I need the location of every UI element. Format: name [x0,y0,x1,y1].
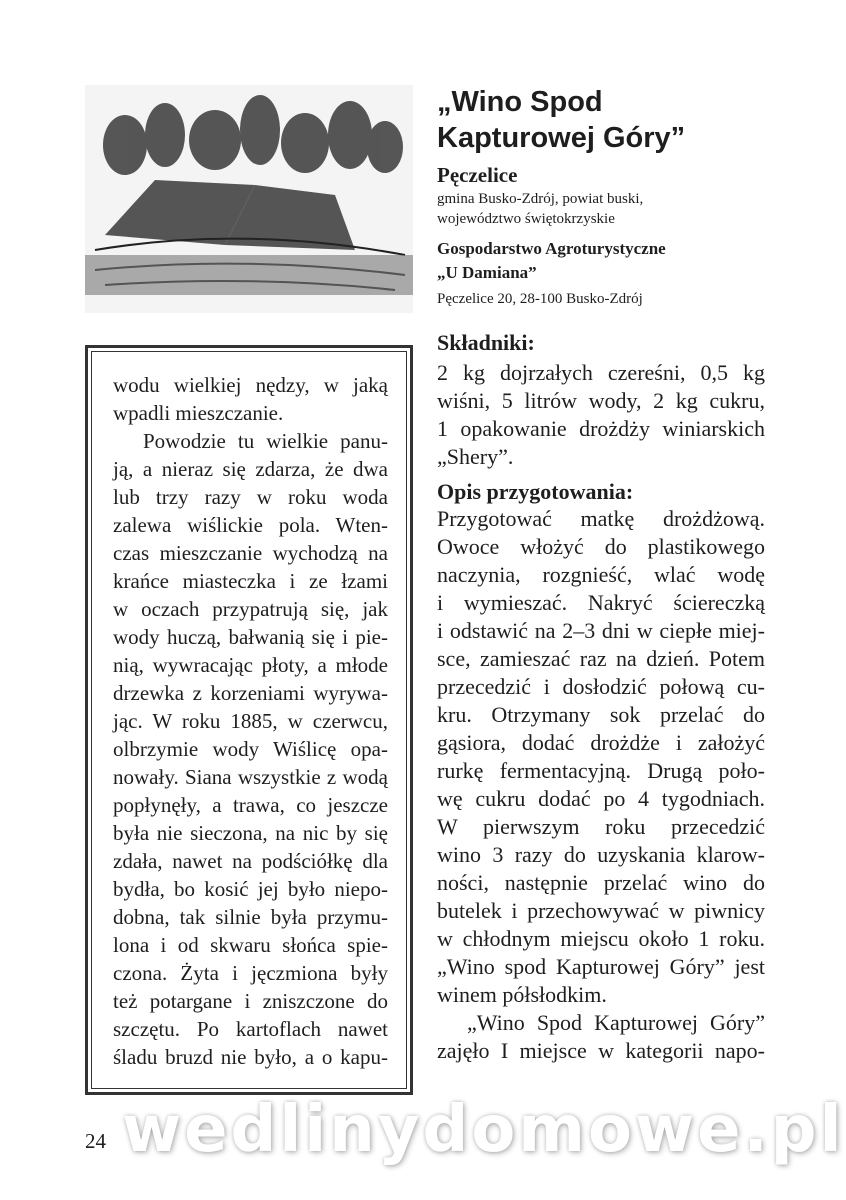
ingredients-heading: Składniki: [437,330,535,355]
text-line: też potargane i zniszczone do [113,989,388,1013]
region-line: województwo świętokrzyskie [437,211,615,227]
recipe-title [437,84,765,156]
text-line: była nie sieczona, na nic by się [113,821,388,845]
text-line: „Shery”. [437,444,514,469]
text-line: przecedzić i dosłodzić połową cu- [437,674,765,699]
ingredients-text [437,359,765,471]
region-line: gmina Busko-Zdrój, powiat buski, [437,191,644,207]
recipe-header [437,84,765,309]
text-line: kru. Otrzymany sok przelać do [437,702,765,727]
address: Pęczelice 20, 28-100 Busko-Zdrój [437,291,643,307]
text-line: zalewa wiślickie pola. Wten- [113,513,388,537]
text-line: wiśni, 5 litrów wody, 2 kg cukru, [437,388,765,413]
text-line: rurkę fermentacyjną. Drugą poło- [437,758,765,783]
page-number: 24 [85,1129,106,1153]
text-line: drzewka z korzeniami wyrywa- [113,681,388,705]
text-line: czona. Żyta i jęczmiona były [113,961,388,985]
text-line: czas mieszczanie wychodzą na [113,541,388,565]
text-line: Powodzie tu wielkie panu- [143,429,388,453]
text-line: i wymieszać. Nakryć ściereczką [437,590,765,615]
farm-line: „U Damiana” [437,263,537,282]
text-line: w oczach przypatrują się, jak [113,597,388,621]
text-line: wino 3 razy do uzyskania klarow- [437,842,765,867]
text-line: bydła, bo kosić jej było niepo- [113,877,388,901]
text-line: wodu wielkiej nędzy, w jaką [113,373,388,397]
text-line: wody huczą, bałwanią się i pie- [113,625,388,649]
text-line: ją, a nieraz się zdarza, że dwa [113,457,388,481]
text-line: dobna, tak silnie była przymu- [113,905,388,929]
text-line: gąsiora, dodać drożdże i założyć [437,730,765,755]
method-text [437,505,765,1065]
text-line: w chłodnym miejscu około 1 roku. [437,926,765,951]
text-line: butelek i przechowywać w piwnicy [437,898,765,923]
story-text [113,371,388,1071]
text-line: Owoce włożyć do plastikowego [437,534,765,559]
text-line: lona i od skwaru słońca spie- [113,933,388,957]
text-line: naczynia, rozgnieść, wlać wodę [437,562,765,587]
text-line: „Wino Spod Kapturowej Góry” [467,1010,765,1035]
watermark: wedlinydomowe.pl [122,1093,845,1167]
text-line: olbrzymie wody Wiślicę opa- [113,737,388,761]
village-sketch-illustration [85,85,413,313]
text-line: winem półsłodkim. [437,982,607,1007]
farm-line: Gospodarstwo Agroturystyczne [437,239,666,258]
text-line: krańce miasteczka i ze łzami [113,569,388,593]
text-line: jąc. W roku 1885, w czerwcu, [113,709,388,733]
text-line: ności, następnie przelać wino do [437,870,765,895]
text-line: Przygotować matkę drożdżową. [437,506,765,531]
title-line: „Wino Spod [437,86,603,118]
text-line: 2 kg dojrzałych czereśni, 0,5 kg [437,360,765,385]
text-line: popłynęły, a trawa, co jeszcze [113,793,388,817]
text-line: i odstawić na 2–3 dni w ciepłe miej- [437,618,765,643]
text-line: „Wino spod Kapturowej Góry” jest [437,954,765,979]
text-line: W pierwszym roku przecedzić [437,814,765,839]
text-line: szczętu. Po kartoflach nawet [113,1017,388,1041]
farm-name [437,237,765,285]
text-line: sce, zamieszać raz na dzień. Potem [437,646,765,671]
text-line: śladu bruzd nie było, a o kapu- [113,1045,388,1069]
place-name: Pęczelice [437,163,518,187]
text-line: zdała, nawet na podściółkę dla [113,849,388,873]
text-line: zajęło I miejsce w kategorii napo- [437,1038,765,1063]
text-line: wpadli mieszczanie. [113,401,284,425]
text-line: nowały. Siana wszystkie z wodą [113,765,388,789]
text-line: wę cukru dodać po 4 tygodniach. [437,786,765,811]
text-line: 1 opakowanie drożdży winiarskich [437,416,765,441]
title-line: Kapturowej Góry” [437,122,686,154]
region [437,189,765,229]
method-heading: Opis przygotowania: [437,479,634,504]
text-line: lub trzy razy w roku woda [113,485,388,509]
text-line: nią, wywracając płoty, a młode [113,653,388,677]
